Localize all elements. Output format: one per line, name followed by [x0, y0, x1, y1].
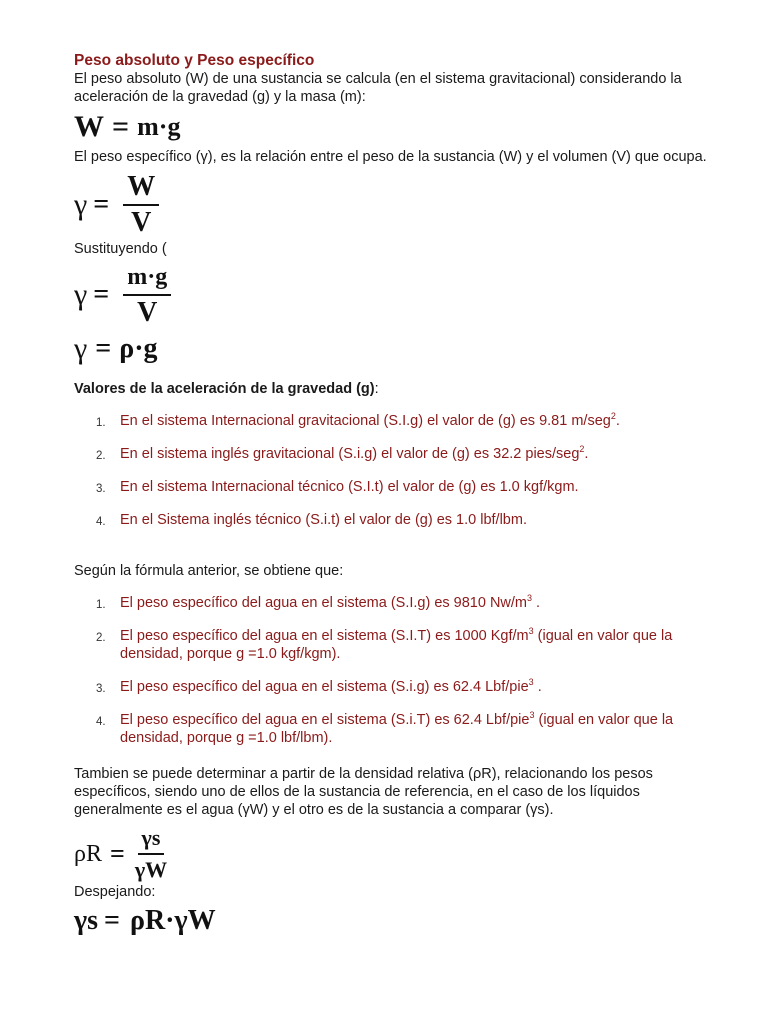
- item-text: En el sistema Internacional gravitacional (S.I.g) el valor de (g) es 9.81 m/seg: [120, 413, 611, 429]
- item-text: En el Sistema inglés técnico (S.i.t) el valor de (g) es 1.0 lbf/lbm.: [120, 512, 527, 528]
- list-item: [96, 593, 724, 612]
- item-tail: .: [584, 446, 589, 462]
- intro-paragraph: El peso absoluto (W) de una sustancia se calcula (en el sistema gravitacional) considerando la aceleración de la gravedad (g) y la masa (m):: [74, 71, 682, 105]
- gravedad-heading-text: Valores de la aceleración de la gravedad (g): [74, 381, 375, 397]
- item-text: El peso específico del agua en el sistema (S.i.T) es 62.4 Lbf/pie: [120, 712, 530, 728]
- item-superscript: 3: [527, 593, 533, 604]
- list-item: [96, 626, 724, 663]
- formula-equals: =: [93, 279, 110, 310]
- formula-densidad-gravedad: [74, 332, 724, 366]
- item-number: 2.: [96, 450, 106, 462]
- item-text: El peso específico del agua en el sistema (S.I.T) es 1000 Kgf/m: [120, 628, 529, 644]
- tambien-paragraph: Tambien se puede determinar a partir de la densidad relativa (ρR), relacionando los pesos específicos, siendo uno de ellos de la sustancia de referencia, en el caso de los líquidos generalmente es el agua (γW) y el otro es de la sustancia a comparar (γs).: [74, 766, 653, 818]
- formula-equals: =: [109, 839, 125, 868]
- list-item: [96, 710, 724, 747]
- item-number: 2.: [96, 632, 106, 644]
- item-number: 3.: [96, 483, 106, 495]
- gravedad-list: [74, 412, 724, 529]
- item-tail: (igual en valor que la densidad, porque g =1.0 kgf/kgm).: [120, 628, 673, 662]
- item-text: El peso específico del agua en el sistema (S.I.g) es 9810 Nw/m: [120, 595, 528, 611]
- fraction-denominator: V: [137, 297, 158, 328]
- formula-densidad-relativa: [74, 825, 724, 883]
- formula-lhs: W: [74, 110, 104, 143]
- item-number: 3.: [96, 683, 106, 695]
- agua-list: [74, 594, 724, 747]
- document: [74, 52, 724, 937]
- formula-lhs: γ: [74, 278, 88, 311]
- fraction-numerator: W: [123, 172, 159, 206]
- item-tail: .: [533, 679, 542, 695]
- item-superscript: 3: [529, 710, 535, 721]
- formula-peso-especifico: [74, 172, 724, 238]
- item-number: 4.: [96, 716, 106, 728]
- formula-equals: =: [104, 905, 120, 936]
- gravedad-heading-colon: :: [374, 381, 379, 397]
- item-superscript: 3: [528, 677, 534, 688]
- list-item: [96, 411, 724, 430]
- list-item: [96, 444, 724, 463]
- formula-sustitucion: [74, 262, 724, 328]
- item-number: 1.: [96, 417, 106, 429]
- formula-equals: =: [95, 333, 112, 364]
- formula-rhs: ρ·g: [119, 333, 158, 364]
- formula-lhs: γs: [74, 905, 98, 936]
- item-superscript: 2: [579, 444, 585, 455]
- fraction-denominator: γW: [134, 857, 168, 882]
- despejando-text: Despejando:: [74, 884, 156, 900]
- formula-lhs: γ: [74, 332, 88, 365]
- section-title: Peso absoluto y Peso específico: [74, 52, 315, 69]
- formula-despeje: [74, 905, 724, 937]
- item-tail: .: [532, 595, 541, 611]
- item-number: 4.: [96, 516, 106, 528]
- list-item: [96, 478, 724, 496]
- item-text: En el sistema Internacional técnico (S.I.t) el valor de (g) es 1.0 kgf/kgm.: [120, 479, 579, 495]
- fraction-denominator: V: [131, 207, 152, 238]
- formula-rhs: m·g: [137, 112, 181, 141]
- formula-rhs: ρR·γW: [129, 905, 216, 936]
- item-tail: (igual en valor que la densidad, porque g =1.0 lbf/lbm).: [120, 712, 674, 746]
- item-tail: .: [615, 413, 620, 429]
- item-number: 1.: [96, 599, 106, 611]
- definition-paragraph: El peso específico (γ), es la relación entre el peso de la sustancia (W) y el volumen (V) que ocupa.: [74, 149, 707, 165]
- sustituyendo-text: Sustituyendo (: [74, 241, 167, 257]
- fraction-numerator: γs: [138, 825, 165, 855]
- item-superscript: 2: [610, 411, 616, 422]
- segun-paragraph: Según la fórmula anterior, se obtiene que:: [74, 563, 344, 579]
- item-text: El peso específico del agua en el sistema (S.i.g) es 62.4 Lbf/pie: [120, 679, 529, 695]
- formula-peso-absoluto: [74, 112, 724, 142]
- item-text: En el sistema inglés gravitacional (S.i.g) el valor de (g) es 32.2 pies/seg: [120, 446, 580, 462]
- item-superscript: 3: [528, 626, 534, 637]
- list-item: [96, 511, 724, 529]
- gravedad-heading: [74, 380, 724, 398]
- list-item: [96, 677, 724, 696]
- formula-equals: =: [93, 189, 110, 220]
- fraction-numerator: m·g: [123, 262, 171, 296]
- formula-lhs: ρR: [74, 840, 102, 867]
- formula-equals: =: [112, 110, 130, 143]
- formula-lhs: γ: [74, 188, 88, 221]
- fraction: [123, 262, 171, 328]
- fraction: [135, 825, 167, 883]
- fraction: [123, 172, 159, 238]
